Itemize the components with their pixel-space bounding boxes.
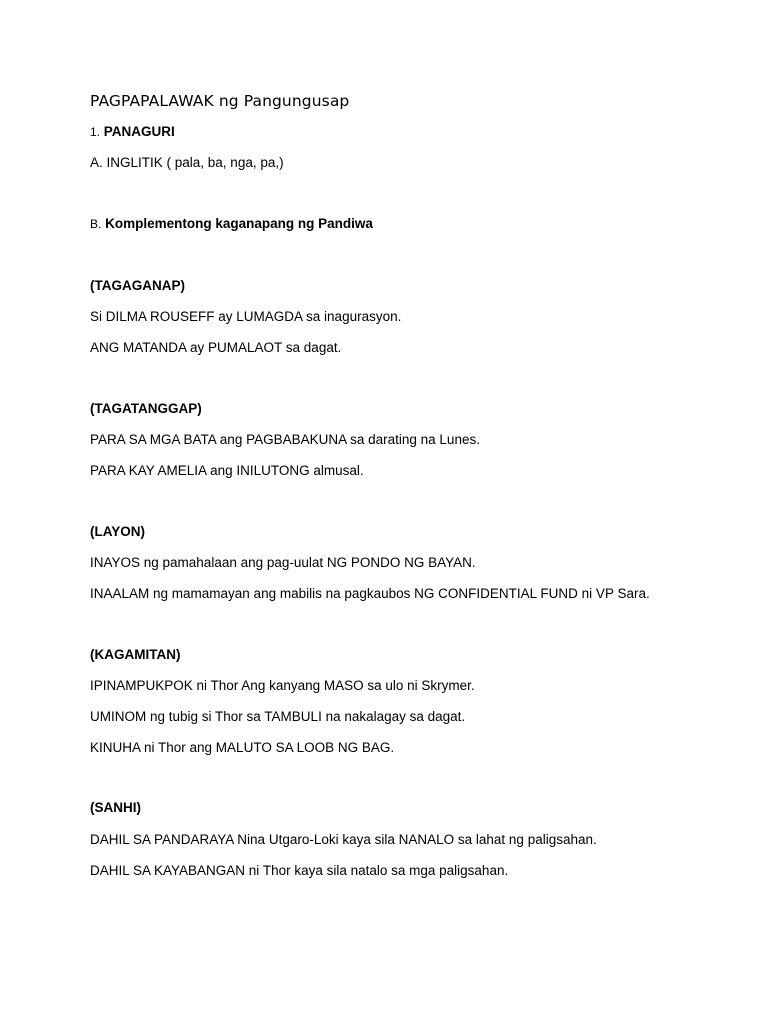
item-b-prefix: B. [90, 217, 102, 231]
sentence-tagatanggap-2: PARA KAY AMELIA ang INILUTONG almusal. [90, 463, 364, 478]
item-b-line [90, 216, 373, 232]
section-1-line [90, 124, 175, 140]
heading-layon: (LAYON) [90, 524, 146, 539]
sentence-kagamitan-2: UMINOM ng tubig si Thor sa TAMBULI na nakalagay sa dagat. [90, 709, 466, 724]
sentence-tagaganap-2: ANG MATANDA ay PUMALAOT sa dagat. [90, 340, 342, 355]
sentence-kagamitan-3: KINUHA ni Thor ang MALUTO SA LOOB NG BAG. [90, 740, 395, 755]
heading-sanhi: (SANHI) [90, 800, 141, 815]
heading-tagaganap: (TAGAGANAP) [90, 278, 185, 293]
section-1-label: PANAGURI [103, 124, 175, 139]
document-title: PAGPAPALAWAK ng Pangungusap [90, 92, 350, 110]
section-1-number: 1. [90, 125, 101, 139]
item-a-inglitik: A. INGLITIK ( pala, ba, nga, pa,) [90, 155, 284, 170]
sentence-kagamitan-1: IPINAMPUKPOK ni Thor Ang kanyang MASO sa ulo ni Skrymer. [90, 678, 475, 693]
heading-tagatanggap: (TAGATANGGAP) [90, 401, 202, 416]
item-b-label: Komplementong kaganapang ng Pandiwa [105, 216, 373, 231]
sentence-tagatanggap-1: PARA SA MGA BATA ang PAGBABAKUNA sa darating na Lunes. [90, 432, 480, 447]
sentence-layon-1: INAYOS ng pamahalaan ang pag-uulat NG PONDO NG BAYAN. [90, 555, 476, 570]
sentence-sanhi-2: DAHIL SA KAYABANGAN ni Thor kaya sila natalo sa mga paligsahan. [90, 863, 509, 878]
sentence-layon-2: INAALAM ng mamamayan ang mabilis na pagkaubos NG CONFIDENTIAL FUND ni VP Sara. [90, 586, 650, 601]
heading-kagamitan: (KAGAMITAN) [90, 647, 181, 662]
sentence-tagaganap-1: Si DILMA ROUSEFF ay LUMAGDA sa inagurasyon. [90, 309, 402, 324]
sentence-sanhi-1: DAHIL SA PANDARAYA Nina Utgaro-Loki kaya sila NANALO sa lahat ng paligsahan. [90, 832, 597, 847]
